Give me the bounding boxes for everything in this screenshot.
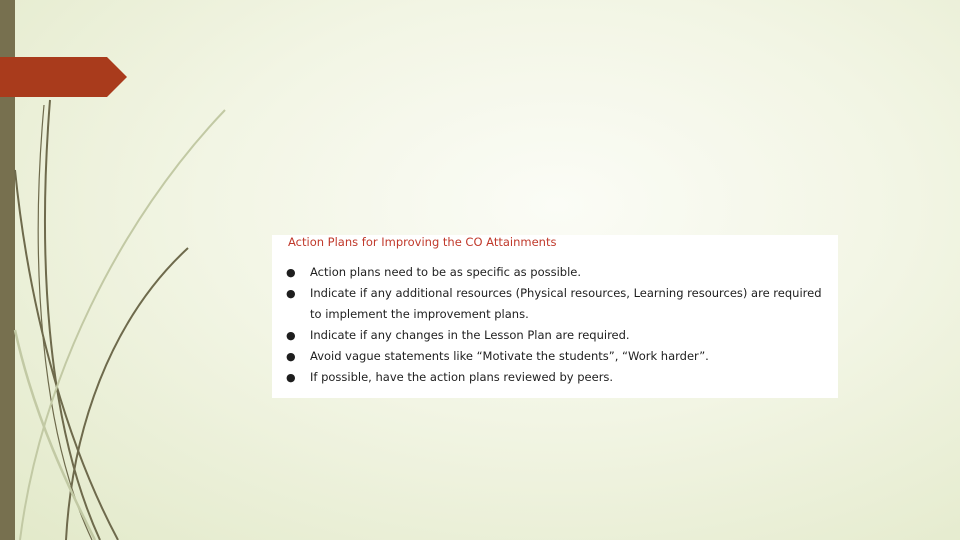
curve-4 — [66, 248, 188, 540]
list-item-text: If possible, have the action plans reviewed by peers. — [310, 370, 614, 384]
curve-5 — [20, 110, 225, 540]
bullet-icon: ● — [286, 371, 296, 384]
list-item-text: Avoid vague statements like “Motivate the students”, “Work harder”. — [310, 349, 709, 363]
list-item-text: Indicate if any additional resources (Physical resources, Learning resources) are required to implement the improvement plans. — [310, 286, 822, 321]
action-plans-list — [272, 262, 838, 388]
red-arrow-tab — [0, 57, 127, 97]
bullet-icon: ● — [286, 287, 296, 300]
action-plans-image — [272, 235, 838, 398]
list-item — [272, 367, 838, 388]
list-item — [272, 283, 838, 325]
list-item — [272, 262, 838, 283]
list-item — [272, 325, 838, 346]
curve-6 — [15, 330, 95, 540]
bullet-icon: ● — [286, 350, 296, 363]
list-item-text: Action plans need to be as specific as possible. — [310, 265, 582, 279]
list-item-text: Indicate if any changes in the Lesson Plan are required. — [310, 328, 630, 342]
action-plans-title: Action Plans for Improving the CO Attainments — [288, 235, 557, 249]
curve-3 — [15, 170, 118, 540]
bullet-icon: ● — [286, 329, 296, 342]
list-item — [272, 346, 838, 367]
bullet-icon: ● — [286, 266, 296, 279]
